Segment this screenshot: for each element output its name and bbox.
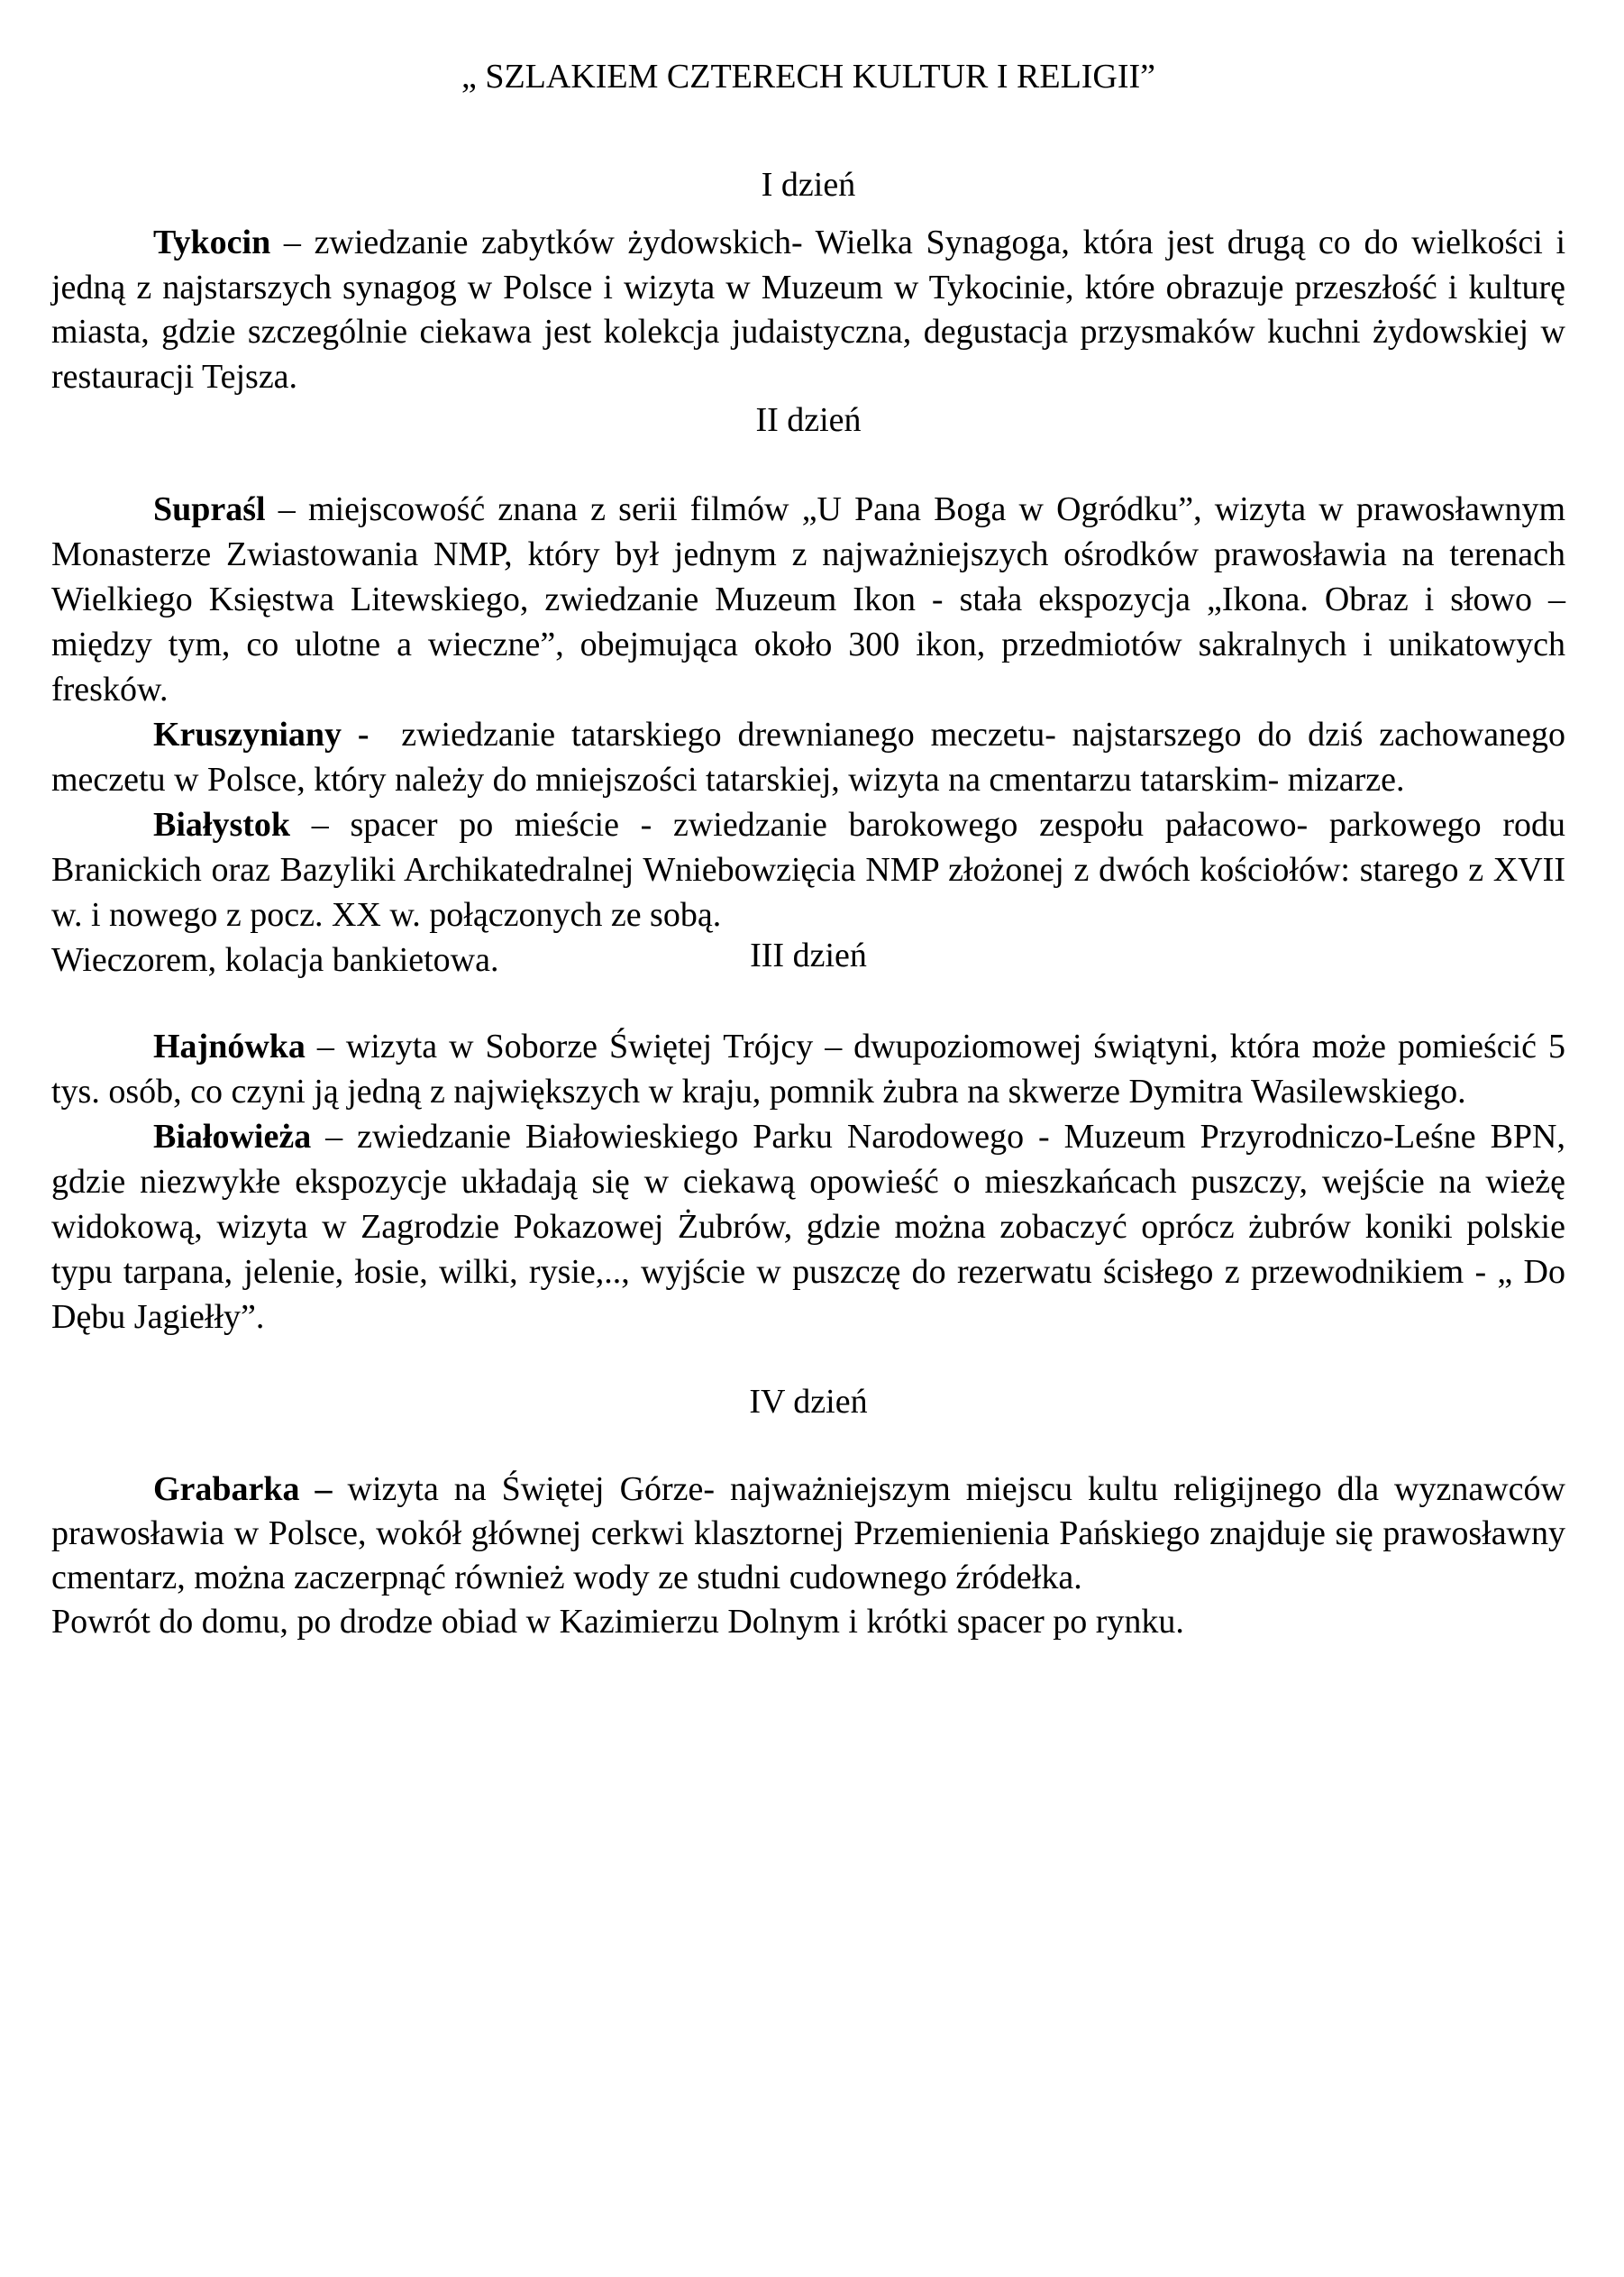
place-name: Białystok bbox=[153, 806, 291, 844]
day-2-closing: Wieczorem, kolacja bankietowa. bbox=[51, 941, 499, 979]
place-name: Hajnówka bbox=[153, 1028, 306, 1065]
day-heading-1: I dzień bbox=[761, 166, 856, 204]
entry-description: wizyta na Świętej Górze- najważniejszym miejscu kultu religijnego dla wyznawców prawosławia w Polsce, wokół głównej cerkwi klasztornej Przemienienia Pańskiego znajduje się prawosławny cmentarz, można zaczerpnąć również wody ze studni cudownego źródełka. bbox=[51, 1470, 1565, 1596]
day-heading-3: III dzień bbox=[750, 937, 867, 974]
day-4-section bbox=[51, 1468, 1565, 1644]
day-2-section bbox=[51, 487, 1574, 983]
place-name: Tykocin bbox=[153, 224, 271, 261]
entry-description: wizyta w Soborze Świętej Trójcy – dwupoziomowej świątyni, która może pomieścić 5 tys. osób, co czyni ją jedną z największych w kraju, pomnik żubra na skwerze Dymitra Wasilewskiego. bbox=[51, 1028, 1565, 1111]
entry-separator: – bbox=[299, 1470, 348, 1508]
entry-description: zwiedzanie Białowieskiego Parku Narodowego - Muzeum Przyrodniczo-Leśne BPN, gdzie niezwykłe ekspozycje układają się w ciekawą opowieść o mieszkańcach puszczy, wejście na wieżę widokową, wizyta w Zagrodzie Pokazowej Żubrów, gdzie można zobaczyć oprócz żubrów koniki polskie typu tarpana, jelenie, łosie, wilki, rysie,.., wyjście w puszczę do rezerwatu ścisłego z przewodnikiem - „ Do Dębu Jagiełły”. bbox=[51, 1118, 1565, 1336]
place-name: Kruszyniany bbox=[153, 716, 342, 754]
day-3-section bbox=[51, 1024, 1565, 1340]
entry-separator: - bbox=[342, 716, 402, 754]
entry-separator: – bbox=[290, 806, 351, 844]
place-name: Supraśl bbox=[153, 490, 266, 528]
entry-separator: – bbox=[270, 224, 315, 261]
entry-separator: – bbox=[311, 1118, 358, 1156]
entry-hajnowka bbox=[51, 1024, 1565, 1114]
entry-description: zwiedzanie tatarskiego drewnianego meczetu- najstarszego do dziś zachowanego meczetu w Polsce, który należy do mniejszości tatarskiej, wizyta na cmentarzu tatarskim- mizarze. bbox=[51, 716, 1574, 799]
entry-separator: – bbox=[305, 1028, 346, 1065]
entry-tykocin bbox=[51, 221, 1565, 399]
place-name: Białowieża bbox=[153, 1118, 312, 1156]
document-title: „ SZLAKIEM CZTERECH KULTUR I RELIGII” bbox=[461, 58, 1156, 96]
entry-bialowieza bbox=[51, 1114, 1565, 1340]
entry-grabarka bbox=[51, 1468, 1565, 1600]
entry-separator: – bbox=[265, 490, 308, 528]
place-name: Grabarka bbox=[153, 1470, 300, 1508]
entry-kruszyniany bbox=[51, 712, 1574, 802]
day-heading-4: IV dzień bbox=[749, 1383, 868, 1421]
day-1-section bbox=[51, 221, 1565, 399]
entry-bialystok bbox=[51, 802, 1565, 937]
day-heading-2: II dzień bbox=[755, 401, 862, 439]
day-4-closing: Powrót do domu, po drodze obiad w Kazimierzu Dolnym i krótki spacer po rynku. bbox=[51, 1603, 1184, 1641]
entry-suprasl bbox=[51, 487, 1565, 712]
entry-description: miejscowość znana z serii filmów „U Pana Boga w Ogródku”, wizyta w prawosławnym Monasterze Zwiastowania NMP, który był jednym z najważniejszych ośrodków prawosławia na terenach Wielkiego Księstwa Litewskiego, zwiedzanie Muzeum Ikon - stała ekspozycja „Ikona. Obraz i słowo – między tym, co ulotne a wieczne”, obejmująca około 300 ikon, przedmiotów sakralnych i unikatowych fresków. bbox=[51, 490, 1566, 709]
entry-description: spacer po mieście - zwiedzanie barokowego zespołu pałacowo- parkowego rodu Branickich oraz Bazyliki Archikatedralnej Wniebowzięcia NMP złożonej z dwóch kościołów: starego z XVII w. i nowego z pocz. XX w. połączonych ze sobą. bbox=[51, 806, 1566, 934]
entry-description: zwiedzanie zabytków żydowskich- Wielka Synagoga, która jest drugą co do wielkości i jedną z najstarszych synagog w Polsce i wizyta w Muzeum w Tykocinie, które obrazuje przeszłość i kulturę miasta, gdzie szczególnie ciekawa jest kolekcja judaistyczna, degustacja przysmaków kuchni żydowskiej w restauracji Tejsza. bbox=[51, 224, 1565, 396]
